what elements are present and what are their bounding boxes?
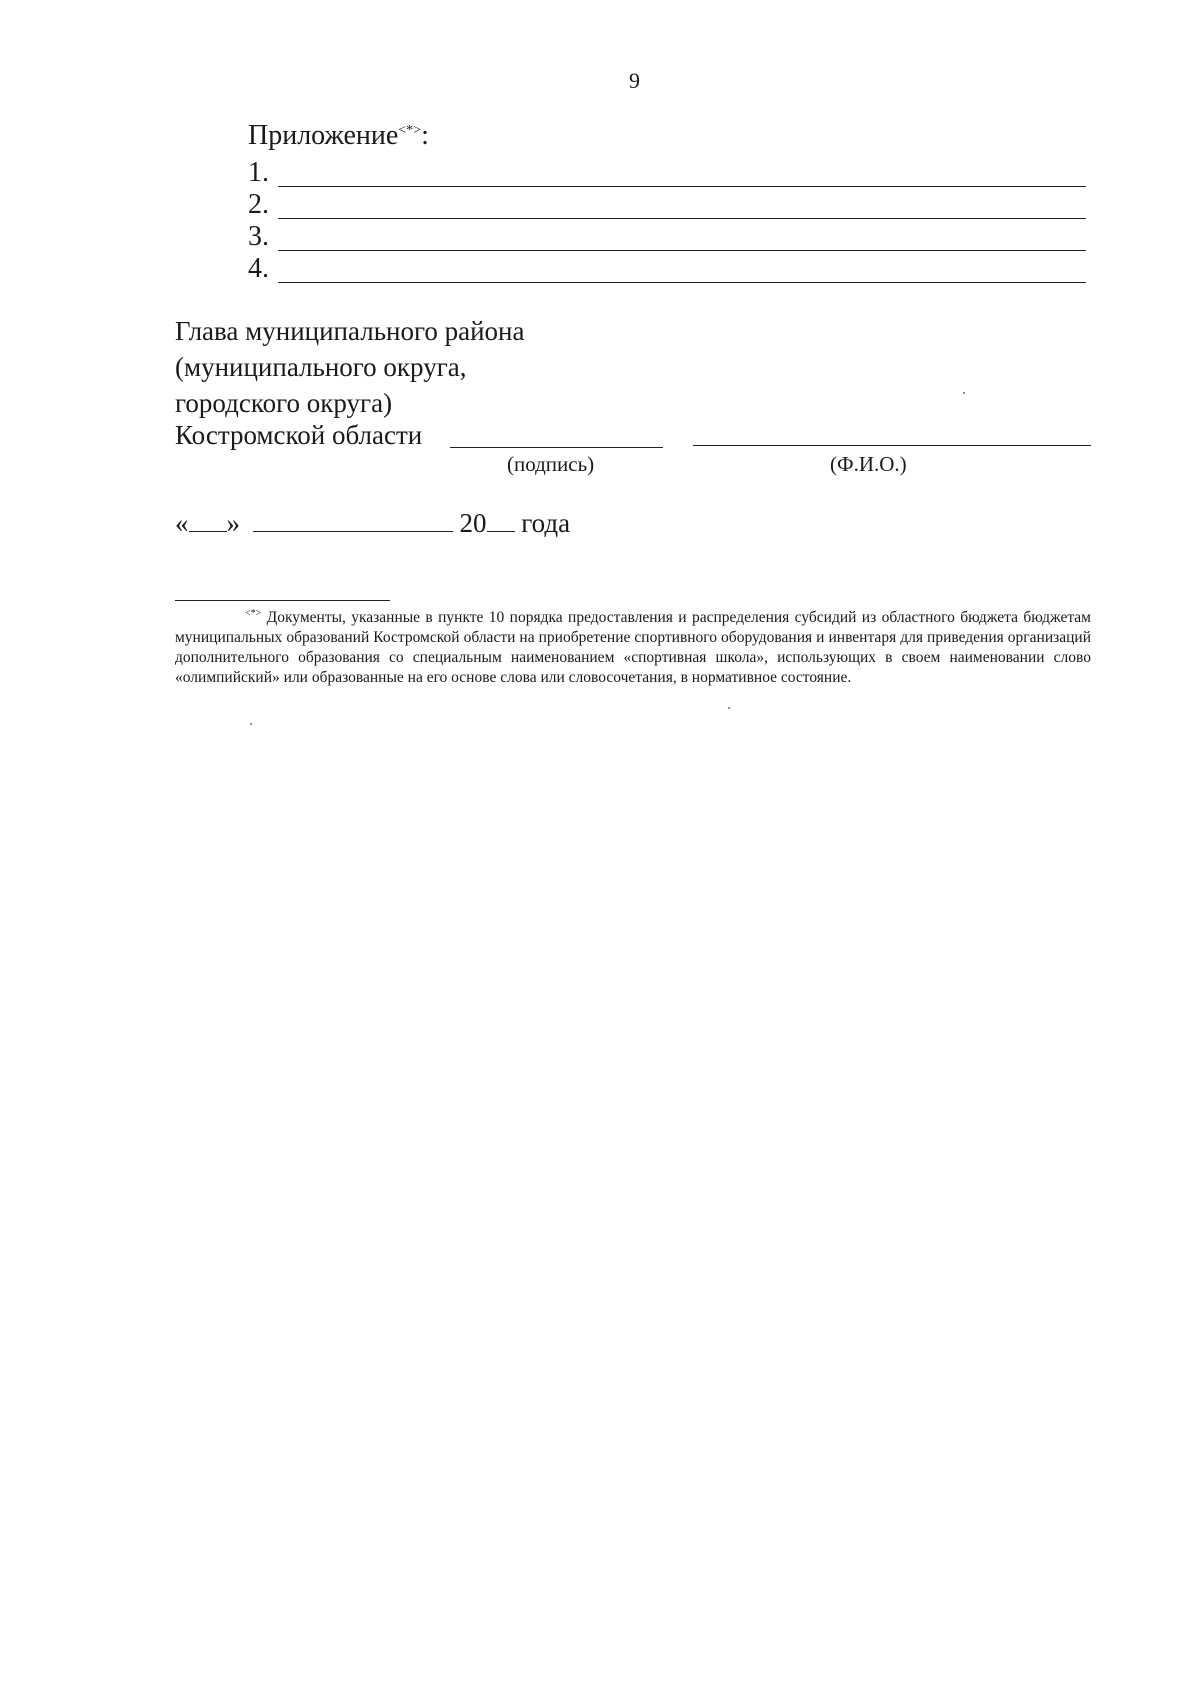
footnote-separator bbox=[175, 600, 390, 601]
date-row bbox=[175, 508, 570, 539]
month-blank[interactable] bbox=[253, 509, 453, 532]
appendix-item-3[interactable] bbox=[248, 221, 1086, 251]
year-prefix: 20 bbox=[459, 508, 487, 538]
appendix-item-4[interactable] bbox=[248, 253, 1086, 283]
head-title-line-1: Глава муниципального района bbox=[175, 316, 525, 346]
scan-speck bbox=[963, 392, 965, 394]
head-title-line-4: Костромской области bbox=[175, 420, 423, 450]
day-blank[interactable] bbox=[189, 509, 227, 532]
page-number: 9 bbox=[629, 68, 640, 93]
appendix-item-number: 4. bbox=[248, 253, 269, 284]
date-close-quote: » bbox=[226, 508, 240, 538]
full-name-caption: (Ф.И.О.) bbox=[830, 452, 907, 476]
head-title-line-3: городского округа) bbox=[175, 388, 393, 418]
signature-line[interactable] bbox=[450, 447, 663, 448]
appendix-title bbox=[248, 120, 429, 152]
appendix-item-blank-line bbox=[278, 186, 1086, 187]
signature-caption: (подпись) bbox=[507, 452, 595, 476]
footnote-mark: <*> bbox=[245, 608, 262, 619]
appendix-item-1[interactable] bbox=[248, 157, 1086, 187]
appendix-footnote-mark: <*> bbox=[398, 123, 422, 138]
appendix-colon: : bbox=[421, 120, 429, 151]
appendix-item-blank-line bbox=[278, 218, 1086, 219]
scan-speck bbox=[250, 723, 252, 725]
year-suffix: года bbox=[521, 508, 571, 538]
appendix-item-2[interactable] bbox=[248, 189, 1086, 219]
appendix-item-blank-line bbox=[278, 250, 1086, 251]
footnote-text: Документы, указанные в пункте 10 порядка предоставления и распределения субсидий из областного бюджета бюджетам муниципальных образований Костромской области на приобретение спортивного оборудования и инвентаря для приведения организаций дополнительного образования со специальным наименованием «спортивная школа», использующих в своем наименовании слово «олимпийский» или образованные на его основе слова или словосочетания, в нормативное состояние. bbox=[175, 609, 1091, 686]
appendix-item-number: 2. bbox=[248, 189, 269, 220]
appendix-item-number: 1. bbox=[248, 157, 269, 188]
date-open-quote: « bbox=[175, 508, 189, 538]
appendix-item-number: 3. bbox=[248, 221, 269, 252]
head-title-line-2: (муниципального округа, bbox=[175, 352, 467, 382]
scan-speck bbox=[728, 707, 730, 709]
year-blank[interactable] bbox=[487, 509, 515, 532]
full-name-line[interactable] bbox=[693, 445, 1091, 446]
appendix-title-text: Приложение bbox=[248, 120, 399, 151]
appendix-item-blank-line bbox=[278, 282, 1086, 283]
footnote bbox=[175, 604, 1091, 688]
